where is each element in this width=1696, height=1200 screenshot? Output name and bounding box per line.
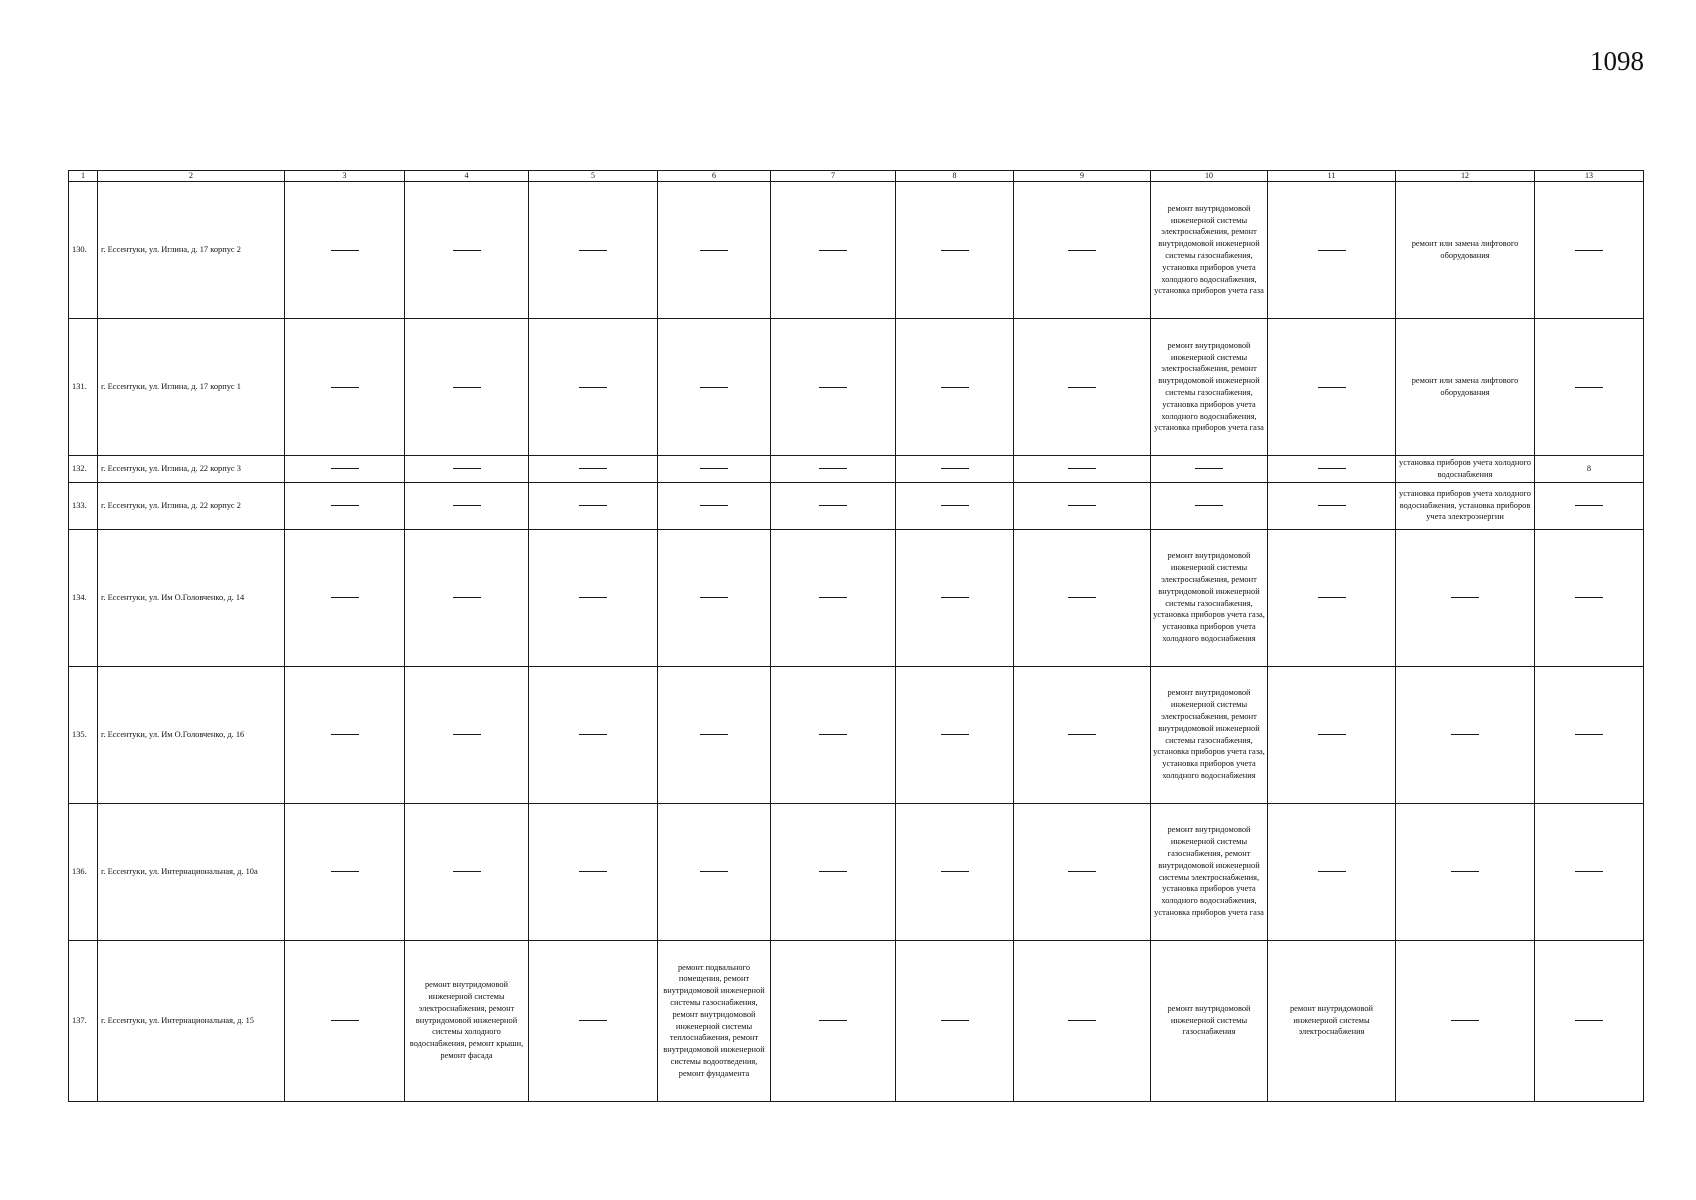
- dash-cell: [285, 803, 405, 940]
- row-number: 134.: [69, 529, 98, 666]
- dash-mark: [1451, 734, 1479, 735]
- dash-mark: [1318, 387, 1346, 388]
- table-row: [69, 482, 1644, 529]
- work-cell: установка приборов учета холодного водоснабжения: [1396, 456, 1535, 483]
- dash-mark: [1451, 871, 1479, 872]
- dash-mark: [1068, 250, 1096, 251]
- dash-cell: [896, 456, 1014, 483]
- dash-cell: [1268, 529, 1396, 666]
- dash-cell: [1396, 529, 1535, 666]
- dash-mark: [453, 468, 481, 469]
- dash-cell: [1014, 529, 1151, 666]
- dash-cell: [529, 319, 658, 456]
- table-row: [69, 529, 1644, 666]
- dash-cell: [529, 482, 658, 529]
- dash-mark: [819, 250, 847, 251]
- table-row: [69, 319, 1644, 456]
- dash-cell: [896, 482, 1014, 529]
- dash-cell: [529, 182, 658, 319]
- work-cell: ремонт внутридомовой инженерной системы электроснабжения, ремонт внутридомовой инженерной системы газоснабжения, установка приборов учета холодного водоснабжения, установка приборов учета газа: [1151, 182, 1268, 319]
- dash-mark: [941, 1020, 969, 1021]
- value-cell: 8: [1535, 456, 1644, 483]
- row-number: 135.: [69, 666, 98, 803]
- address-cell: г. Ессентуки, ул. Иглина, д. 22 корпус 2: [98, 482, 285, 529]
- dash-cell: [1268, 456, 1396, 483]
- dash-mark: [819, 597, 847, 598]
- dash-cell: [1151, 456, 1268, 483]
- dash-cell: [771, 456, 896, 483]
- dash-mark: [1575, 871, 1603, 872]
- work-cell: ремонт внутридомовой инженерной системы электроснабжения, ремонт внутридомовой инженерной системы газоснабжения, установка приборов учета газа, установка приборов учета холодного водоснабжения: [1151, 529, 1268, 666]
- dash-cell: [1151, 482, 1268, 529]
- dash-cell: [1535, 482, 1644, 529]
- table-row: [69, 940, 1644, 1101]
- dash-mark: [331, 250, 359, 251]
- work-cell: установка приборов учета холодного водоснабжения, установка приборов учета электроэнергии: [1396, 482, 1535, 529]
- dash-cell: [1268, 319, 1396, 456]
- dash-mark: [700, 387, 728, 388]
- dash-mark: [1318, 734, 1346, 735]
- work-cell: ремонт внутридомовой инженерной системы газоснабжения, ремонт внутридомовой инженерной системы электроснабжения, установка приборов учета холодного водоснабжения, установка приборов учета газа: [1151, 803, 1268, 940]
- dash-mark: [1575, 597, 1603, 598]
- dash-mark: [453, 597, 481, 598]
- dash-cell: [529, 803, 658, 940]
- dash-cell: [529, 529, 658, 666]
- dash-cell: [1268, 482, 1396, 529]
- dash-cell: [771, 940, 896, 1101]
- dash-cell: [896, 803, 1014, 940]
- dash-cell: [896, 666, 1014, 803]
- dash-mark: [1068, 468, 1096, 469]
- dash-cell: [1014, 182, 1151, 319]
- table-row: [69, 666, 1644, 803]
- dash-cell: [896, 182, 1014, 319]
- dash-mark: [700, 597, 728, 598]
- dash-mark: [1318, 597, 1346, 598]
- dash-cell: [529, 456, 658, 483]
- dash-mark: [1068, 1020, 1096, 1021]
- dash-cell: [285, 666, 405, 803]
- dash-cell: [285, 482, 405, 529]
- dash-mark: [819, 1020, 847, 1021]
- dash-cell: [658, 529, 771, 666]
- header-row: [69, 171, 1644, 182]
- dash-cell: [285, 182, 405, 319]
- dash-mark: [1575, 250, 1603, 251]
- dash-mark: [331, 734, 359, 735]
- dash-cell: [1396, 666, 1535, 803]
- dash-mark: [1068, 505, 1096, 506]
- dash-mark: [941, 734, 969, 735]
- dash-cell: [1014, 456, 1151, 483]
- address-cell: г. Ессентуки, ул. Им О.Головченко, д. 14: [98, 529, 285, 666]
- dash-mark: [331, 597, 359, 598]
- dash-mark: [453, 387, 481, 388]
- dash-mark: [941, 505, 969, 506]
- dash-cell: [658, 803, 771, 940]
- dash-mark: [1318, 468, 1346, 469]
- dash-mark: [941, 871, 969, 872]
- dash-cell: [1535, 529, 1644, 666]
- dash-mark: [1575, 387, 1603, 388]
- dash-cell: [658, 482, 771, 529]
- dash-cell: [1396, 940, 1535, 1101]
- dash-cell: [771, 803, 896, 940]
- address-cell: г. Ессентуки, ул. Иглина, д. 17 корпус 2: [98, 182, 285, 319]
- table-row: [69, 456, 1644, 483]
- dash-cell: [1268, 666, 1396, 803]
- work-cell: ремонт или замена лифтового оборудования: [1396, 182, 1535, 319]
- dash-mark: [579, 597, 607, 598]
- dash-mark: [453, 505, 481, 506]
- work-cell: ремонт внутридомовой инженерной системы газоснабжения: [1151, 940, 1268, 1101]
- address-cell: г. Ессентуки, ул. Интернациональная, д. 15: [98, 940, 285, 1101]
- dash-cell: [529, 666, 658, 803]
- address-cell: г. Ессентуки, ул. Иглина, д. 22 корпус 3: [98, 456, 285, 483]
- dash-cell: [771, 666, 896, 803]
- dash-mark: [579, 734, 607, 735]
- dash-mark: [1451, 597, 1479, 598]
- row-number: 137.: [69, 940, 98, 1101]
- dash-cell: [285, 529, 405, 666]
- dash-mark: [1575, 1020, 1603, 1021]
- dash-mark: [331, 387, 359, 388]
- row-number: 130.: [69, 182, 98, 319]
- dash-mark: [819, 505, 847, 506]
- dash-cell: [1268, 182, 1396, 319]
- dash-mark: [700, 250, 728, 251]
- header-cell: 11: [1268, 171, 1396, 182]
- address-cell: г. Ессентуки, ул. Им О.Головченко, д. 16: [98, 666, 285, 803]
- dash-mark: [579, 468, 607, 469]
- dash-cell: [771, 319, 896, 456]
- dash-mark: [819, 734, 847, 735]
- dash-cell: [658, 456, 771, 483]
- dash-mark: [1195, 505, 1223, 506]
- dash-cell: [1535, 940, 1644, 1101]
- work-cell: ремонт внутридомовой инженерной системы электроснабжения, ремонт внутридомовой инженерной системы газоснабжения, установка приборов учета газа, установка приборов учета холодного водоснабжения: [1151, 666, 1268, 803]
- header-cell: 3: [285, 171, 405, 182]
- dash-cell: [1535, 319, 1644, 456]
- work-cell: ремонт или замена лифтового оборудования: [1396, 319, 1535, 456]
- dash-cell: [658, 666, 771, 803]
- dash-mark: [700, 505, 728, 506]
- dash-mark: [1318, 505, 1346, 506]
- dash-cell: [1535, 666, 1644, 803]
- dash-mark: [579, 1020, 607, 1021]
- dash-cell: [405, 319, 529, 456]
- dash-cell: [896, 529, 1014, 666]
- dash-mark: [453, 250, 481, 251]
- header-cell: 7: [771, 171, 896, 182]
- dash-mark: [579, 250, 607, 251]
- dash-mark: [819, 871, 847, 872]
- dash-cell: [405, 182, 529, 319]
- dash-cell: [1535, 803, 1644, 940]
- dash-mark: [941, 468, 969, 469]
- dash-mark: [819, 468, 847, 469]
- work-cell: ремонт внутридомовой инженерной системы электроснабжения: [1268, 940, 1396, 1101]
- dash-cell: [658, 319, 771, 456]
- row-number: 131.: [69, 319, 98, 456]
- dash-mark: [1451, 1020, 1479, 1021]
- row-number: 133.: [69, 482, 98, 529]
- work-cell: ремонт подвального помещения, ремонт внутридомовой инженерной системы газоснабжения, ремонт внутридомовой инженерной системы теплоснабжения, ремонт внутридомовой инженерной системы водоотведения, ремонт фундамента: [658, 940, 771, 1101]
- dash-mark: [331, 871, 359, 872]
- header-cell: 10: [1151, 171, 1268, 182]
- dash-mark: [579, 871, 607, 872]
- table-row: [69, 182, 1644, 319]
- dash-cell: [1014, 482, 1151, 529]
- dash-mark: [453, 734, 481, 735]
- dash-mark: [1068, 387, 1096, 388]
- dash-mark: [1068, 597, 1096, 598]
- dash-mark: [453, 871, 481, 872]
- address-cell: г. Ессентуки, ул. Интернациональная, д. 10а: [98, 803, 285, 940]
- dash-mark: [1195, 468, 1223, 469]
- dash-mark: [331, 468, 359, 469]
- header-cell: 9: [1014, 171, 1151, 182]
- dash-cell: [1268, 803, 1396, 940]
- dash-cell: [285, 940, 405, 1101]
- dash-cell: [529, 940, 658, 1101]
- header-cell: 2: [98, 171, 285, 182]
- dash-mark: [579, 387, 607, 388]
- header-cell: 6: [658, 171, 771, 182]
- dash-cell: [285, 456, 405, 483]
- header-cell: 5: [529, 171, 658, 182]
- dash-mark: [941, 250, 969, 251]
- dash-mark: [1068, 734, 1096, 735]
- header-cell: 12: [1396, 171, 1535, 182]
- page-number: 1098: [1590, 46, 1644, 76]
- dash-cell: [1014, 803, 1151, 940]
- dash-cell: [1396, 803, 1535, 940]
- dash-cell: [771, 529, 896, 666]
- dash-mark: [331, 1020, 359, 1021]
- dash-mark: [1318, 250, 1346, 251]
- dash-cell: [285, 319, 405, 456]
- row-number: 132.: [69, 456, 98, 483]
- dash-mark: [700, 468, 728, 469]
- header-cell: 13: [1535, 171, 1644, 182]
- dash-cell: [658, 182, 771, 319]
- header-cell: 1: [69, 171, 98, 182]
- dash-mark: [700, 871, 728, 872]
- dash-cell: [405, 456, 529, 483]
- dash-mark: [1575, 734, 1603, 735]
- dash-cell: [771, 182, 896, 319]
- dash-cell: [896, 940, 1014, 1101]
- dash-cell: [405, 803, 529, 940]
- dash-cell: [896, 319, 1014, 456]
- dash-mark: [1068, 871, 1096, 872]
- row-number: 136.: [69, 803, 98, 940]
- header-cell: 8: [896, 171, 1014, 182]
- dash-mark: [1575, 505, 1603, 506]
- work-cell: ремонт внутридомовой инженерной системы электроснабжения, ремонт внутридомовой инженерной системы холодного водоснабжения, ремонт крыши, ремонт фасада: [405, 940, 529, 1101]
- dash-cell: [1535, 182, 1644, 319]
- dash-cell: [1014, 666, 1151, 803]
- dash-mark: [700, 734, 728, 735]
- dash-cell: [405, 482, 529, 529]
- works-table: [68, 170, 1644, 1102]
- dash-cell: [1014, 319, 1151, 456]
- dash-cell: [771, 482, 896, 529]
- dash-cell: [1014, 940, 1151, 1101]
- dash-cell: [405, 666, 529, 803]
- dash-mark: [331, 505, 359, 506]
- dash-mark: [941, 387, 969, 388]
- dash-mark: [941, 597, 969, 598]
- dash-cell: [405, 529, 529, 666]
- work-cell: ремонт внутридомовой инженерной системы электроснабжения, ремонт внутридомовой инженерной системы газоснабжения, установка приборов учета холодного водоснабжения, установка приборов учета газа: [1151, 319, 1268, 456]
- dash-mark: [579, 505, 607, 506]
- dash-mark: [1318, 871, 1346, 872]
- header-cell: 4: [405, 171, 529, 182]
- dash-mark: [819, 387, 847, 388]
- table-row: [69, 803, 1644, 940]
- address-cell: г. Ессентуки, ул. Иглина, д. 17 корпус 1: [98, 319, 285, 456]
